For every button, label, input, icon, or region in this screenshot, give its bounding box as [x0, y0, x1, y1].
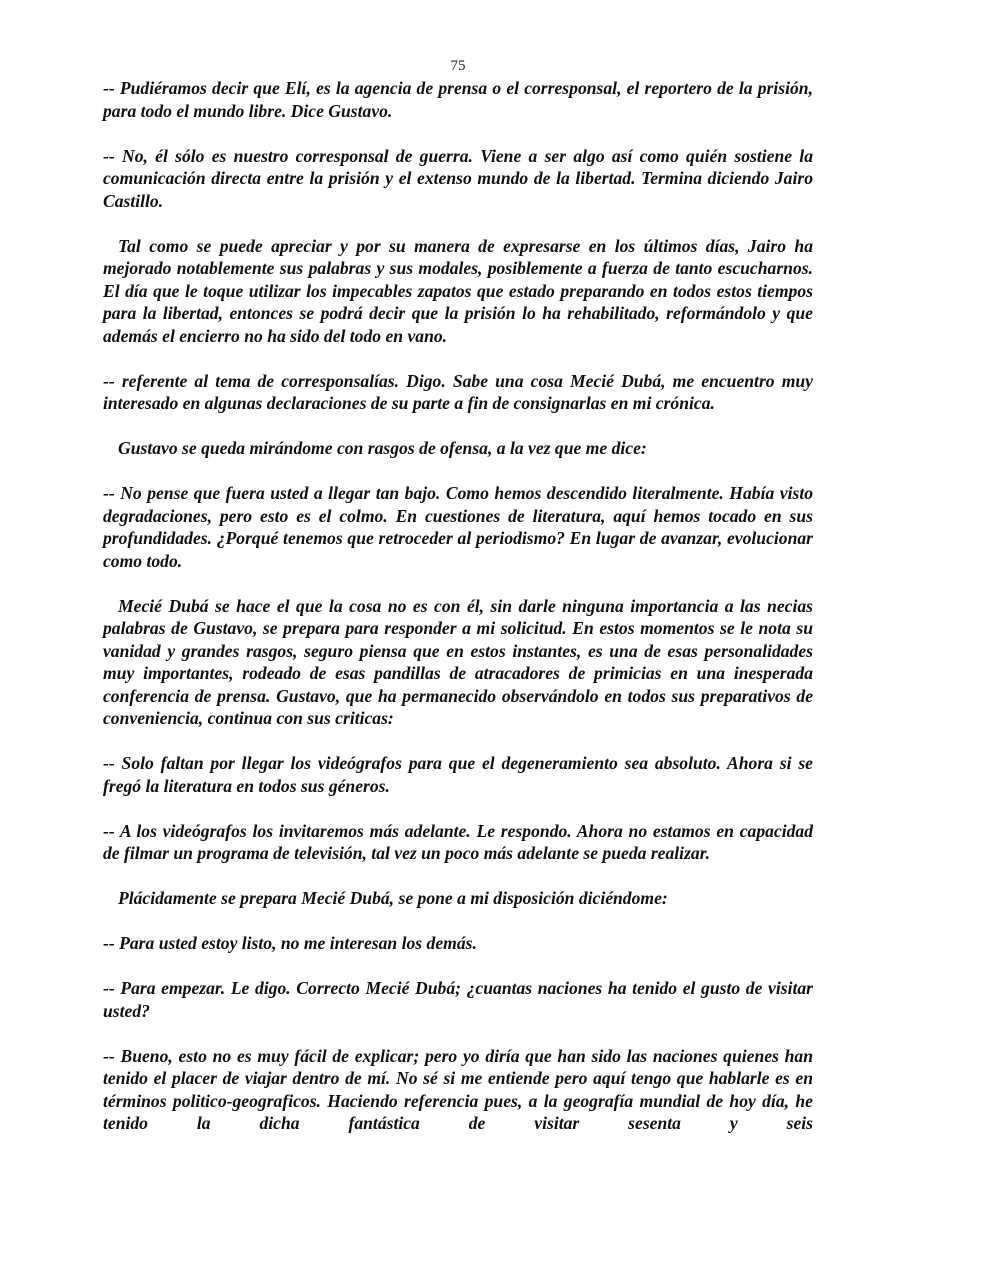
dialogue-paragraph: -- No, él sólo es nuestro corresponsal de guerra. Viene a ser algo así como quién sostiene la comunicación directa entre la prisión y el extenso mundo de la libertad. Termina diciendo Jairo Castillo. — [103, 145, 813, 211]
dialogue-paragraph: -- A los videógrafos los invitaremos más adelante. Le respondo. Ahora no estamos en capacidad de filmar un programa de televisión, tal vez un poco más adelante se pueda realizar. — [103, 820, 813, 863]
narrative-paragraph: Plácidamente se prepara Mecié Dubá, se pone a mi disposición diciéndome: — [118, 888, 668, 908]
narrative-paragraph: Mecié Dubá se hace el que la cosa no es con él, sin darle ninguna importancia a las necias palabras de Gustavo, se prepara para responder a mi solicitud. En estos momentos se le nota su vanidad y grandes rasgos, seguro piensa que en estos instantes, es una de esas personalidades muy importantes, rodeado de esas pandillas de atracadores de primicias en una inesperada conferencia de prensa. Gustavo, que ha permanecido observándolo en todos sus preparativos de conveniencia, continua con sus criticas: — [103, 595, 813, 728]
narrative-paragraph: Gustavo se queda mirándome con rasgos de ofensa, a la vez que me dice: — [118, 438, 647, 458]
dialogue-paragraph: -- Pudiéramos decir que Elí, es la agencia de prensa o el corresponsal, el reportero de la prisión, para todo el mundo libre. Dice Gustavo. — [103, 78, 813, 121]
page-number: 75 — [450, 58, 466, 74]
dialogue-paragraph: -- No pense que fuera usted a llegar tan bajo. Como hemos descendido literalmente. Había visto degradaciones, pero esto es el colmo. En cuestiones de literatura, aquí hemos tocado en sus profundidades. ¿Porqué tenemos que retroceder al periodismo? En lugar de avanzar, evolucionar como todo. — [103, 483, 813, 571]
narrative-paragraph: Tal como se puede apreciar y por su manera de expresarse en los últimos días, Jairo ha mejorado notablemente sus palabras y sus modales, posiblemente a fuerza de tanto escucharnos. El día que le toque utilizar los impecables zapatos que estado preparando en todos estos tiempos para la libertad, entonces se podrá decir que la prisión lo ha rehabilitado, reformándolo y que además el encierro no ha sido del todo en vano. — [103, 235, 813, 346]
dialogue-paragraph: -- Solo faltan por llegar los videógrafos para que el degeneramiento sea absoluto. Ahora si se fregó la literatura en todos sus géneros. — [103, 753, 813, 796]
dialogue-paragraph: -- Bueno, esto no es muy fácil de explicar; pero yo diría que han sido las naciones quienes han tenido el placer de viajar dentro de mí. No sé si me entiende pero aquí tengo que hablarle es en términos politico-geograficos. Haciendo referencia pues, a la geografía mundial de hoy día, he tenido la dicha fantástica de visitar sesenta y seis — [103, 1045, 813, 1133]
dialogue-paragraph: -- referente al tema de corresponsalías. Digo. Sabe una cosa Mecié Dubá, me encuentro muy interesado en algunas declaraciones de su parte a fin de consignarlas en mi crónica. — [103, 370, 813, 413]
dialogue-paragraph: -- Para empezar. Le digo. Correcto Mecié Dubá; ¿cuantas naciones ha tenido el gusto de visitar usted? — [103, 978, 813, 1021]
dialogue-paragraph: -- Para usted estoy listo, no me interesan los demás. — [103, 933, 477, 953]
page-body — [103, 77, 813, 1135]
